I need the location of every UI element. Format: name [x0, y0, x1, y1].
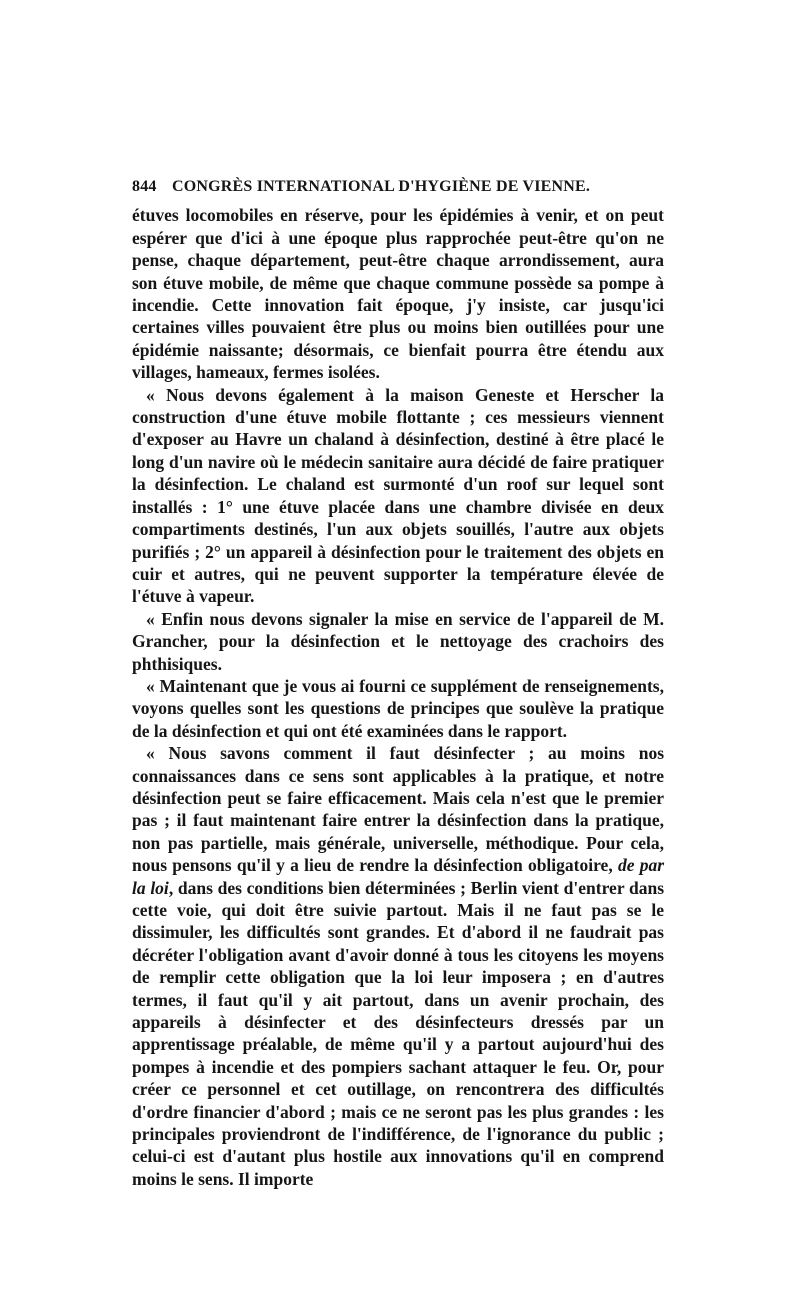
- paragraph-desinfection-obligatoire: [132, 742, 664, 1190]
- running-header: [132, 176, 664, 198]
- paragraph-text-after: , dans des conditions bien déterminées ; Berlin vient d'entrer dans cette voie, qui doit être suivie partout. Mais il ne faut pas se le dissimuler, les difficultés sont grandes. Et d'abord il ne faudrait pas décréter l'obligation avant d'avoir donné à tous les citoyens les moyens de remplir cette obligation que la loi leur imposera ; en d'autres termes, il faut qu'il y ait partout, dans un avenir prochain, des appareils à désinfecter et des désinfecteurs dressés par un apprentissage préalable, de même qu'il y a partout aujourd'hui des pompes à incendie et des pompiers sachant attaquer le feu. Or, pour créer ce personnel et cet outillage, on rencontrera des difficultés d'ordre financier d'abord ; mais ce ne seront pas les plus grandes : les principales proviendront de l'indifférence, de l'ignorance du public ; celui-ci est d'autant plus hostile aux innovations qu'il en comprend moins le sens. Il importe: [132, 877, 665, 1189]
- emphasis-de-par-la-loi: de par la loi: [132, 855, 665, 898]
- paragraph-principes: « Maintenant que je vous ai fourni ce supplément de renseignements, voyons quelles sont les questions de principes que soulève la pratique de la désinfection et qui ont été examinées dans le rapport.: [132, 675, 664, 741]
- paragraph-geneste-herscher: « Nous devons également à la maison Geneste et Herscher la construction d'une étuve mobile flottante ; ces messieurs viennent d'exposer au Havre un chaland à désinfection, destiné à être placé le long d'un navire où le médecin sanitaire aura décidé de faire pratiquer la désinfection. Le chaland est surmonté d'un roof sur lequel sont installés : 1° une étuve placée dans une chambre divisée en deux compartiments destinés, l'un aux objets souillés, l'autre aux objets purifiés ; 2° un appareil à désinfection pour le traitement des objets en cuir et autres, qui ne peuvent supporter la température élevée de l'étuve à vapeur.: [132, 384, 664, 607]
- paragraph-text-before: « Nous savons comment il faut désinfecter ; au moins nos connaissances dans ce sens sont applicables à la pratique, et notre désinfection peut se faire efficacement. Mais cela n'est que le premier pas ; il faut maintenant faire entrer la désinfection dans la pratique, non pas partielle, mais générale, universelle, méthodique. Pour cela, nous pensons qu'il y a lieu de rendre la désinfection obligatoire,: [132, 743, 664, 876]
- page-number: 844: [132, 178, 157, 195]
- paragraph-grancher: « Enfin nous devons signaler la mise en service de l'appareil de M. Grancher, pour la désinfection et le nettoyage des crachoirs des phthisiques.: [132, 608, 664, 674]
- document-page: [132, 176, 664, 1190]
- running-title: CONGRÈS INTERNATIONAL D'HYGIÈNE DE VIENNE.: [172, 178, 591, 195]
- paragraph-continuation: étuves locomobiles en réserve, pour les épidémies à venir, et on peut espérer que d'ici à une époque plus rapprochée peut-être qu'on ne pense, chaque département, peut-être chaque arrondissement, aura son étuve mobile, de même que chaque commune possède sa pompe à incendie. Cette innovation fait époque, j'y insiste, car jusqu'ici certaines villes pouvaient être plus ou moins bien outillées pour une épidémie naissante; désormais, ce bienfait pourra être étendu aux villages, hameaux, fermes isolées.: [132, 205, 664, 383]
